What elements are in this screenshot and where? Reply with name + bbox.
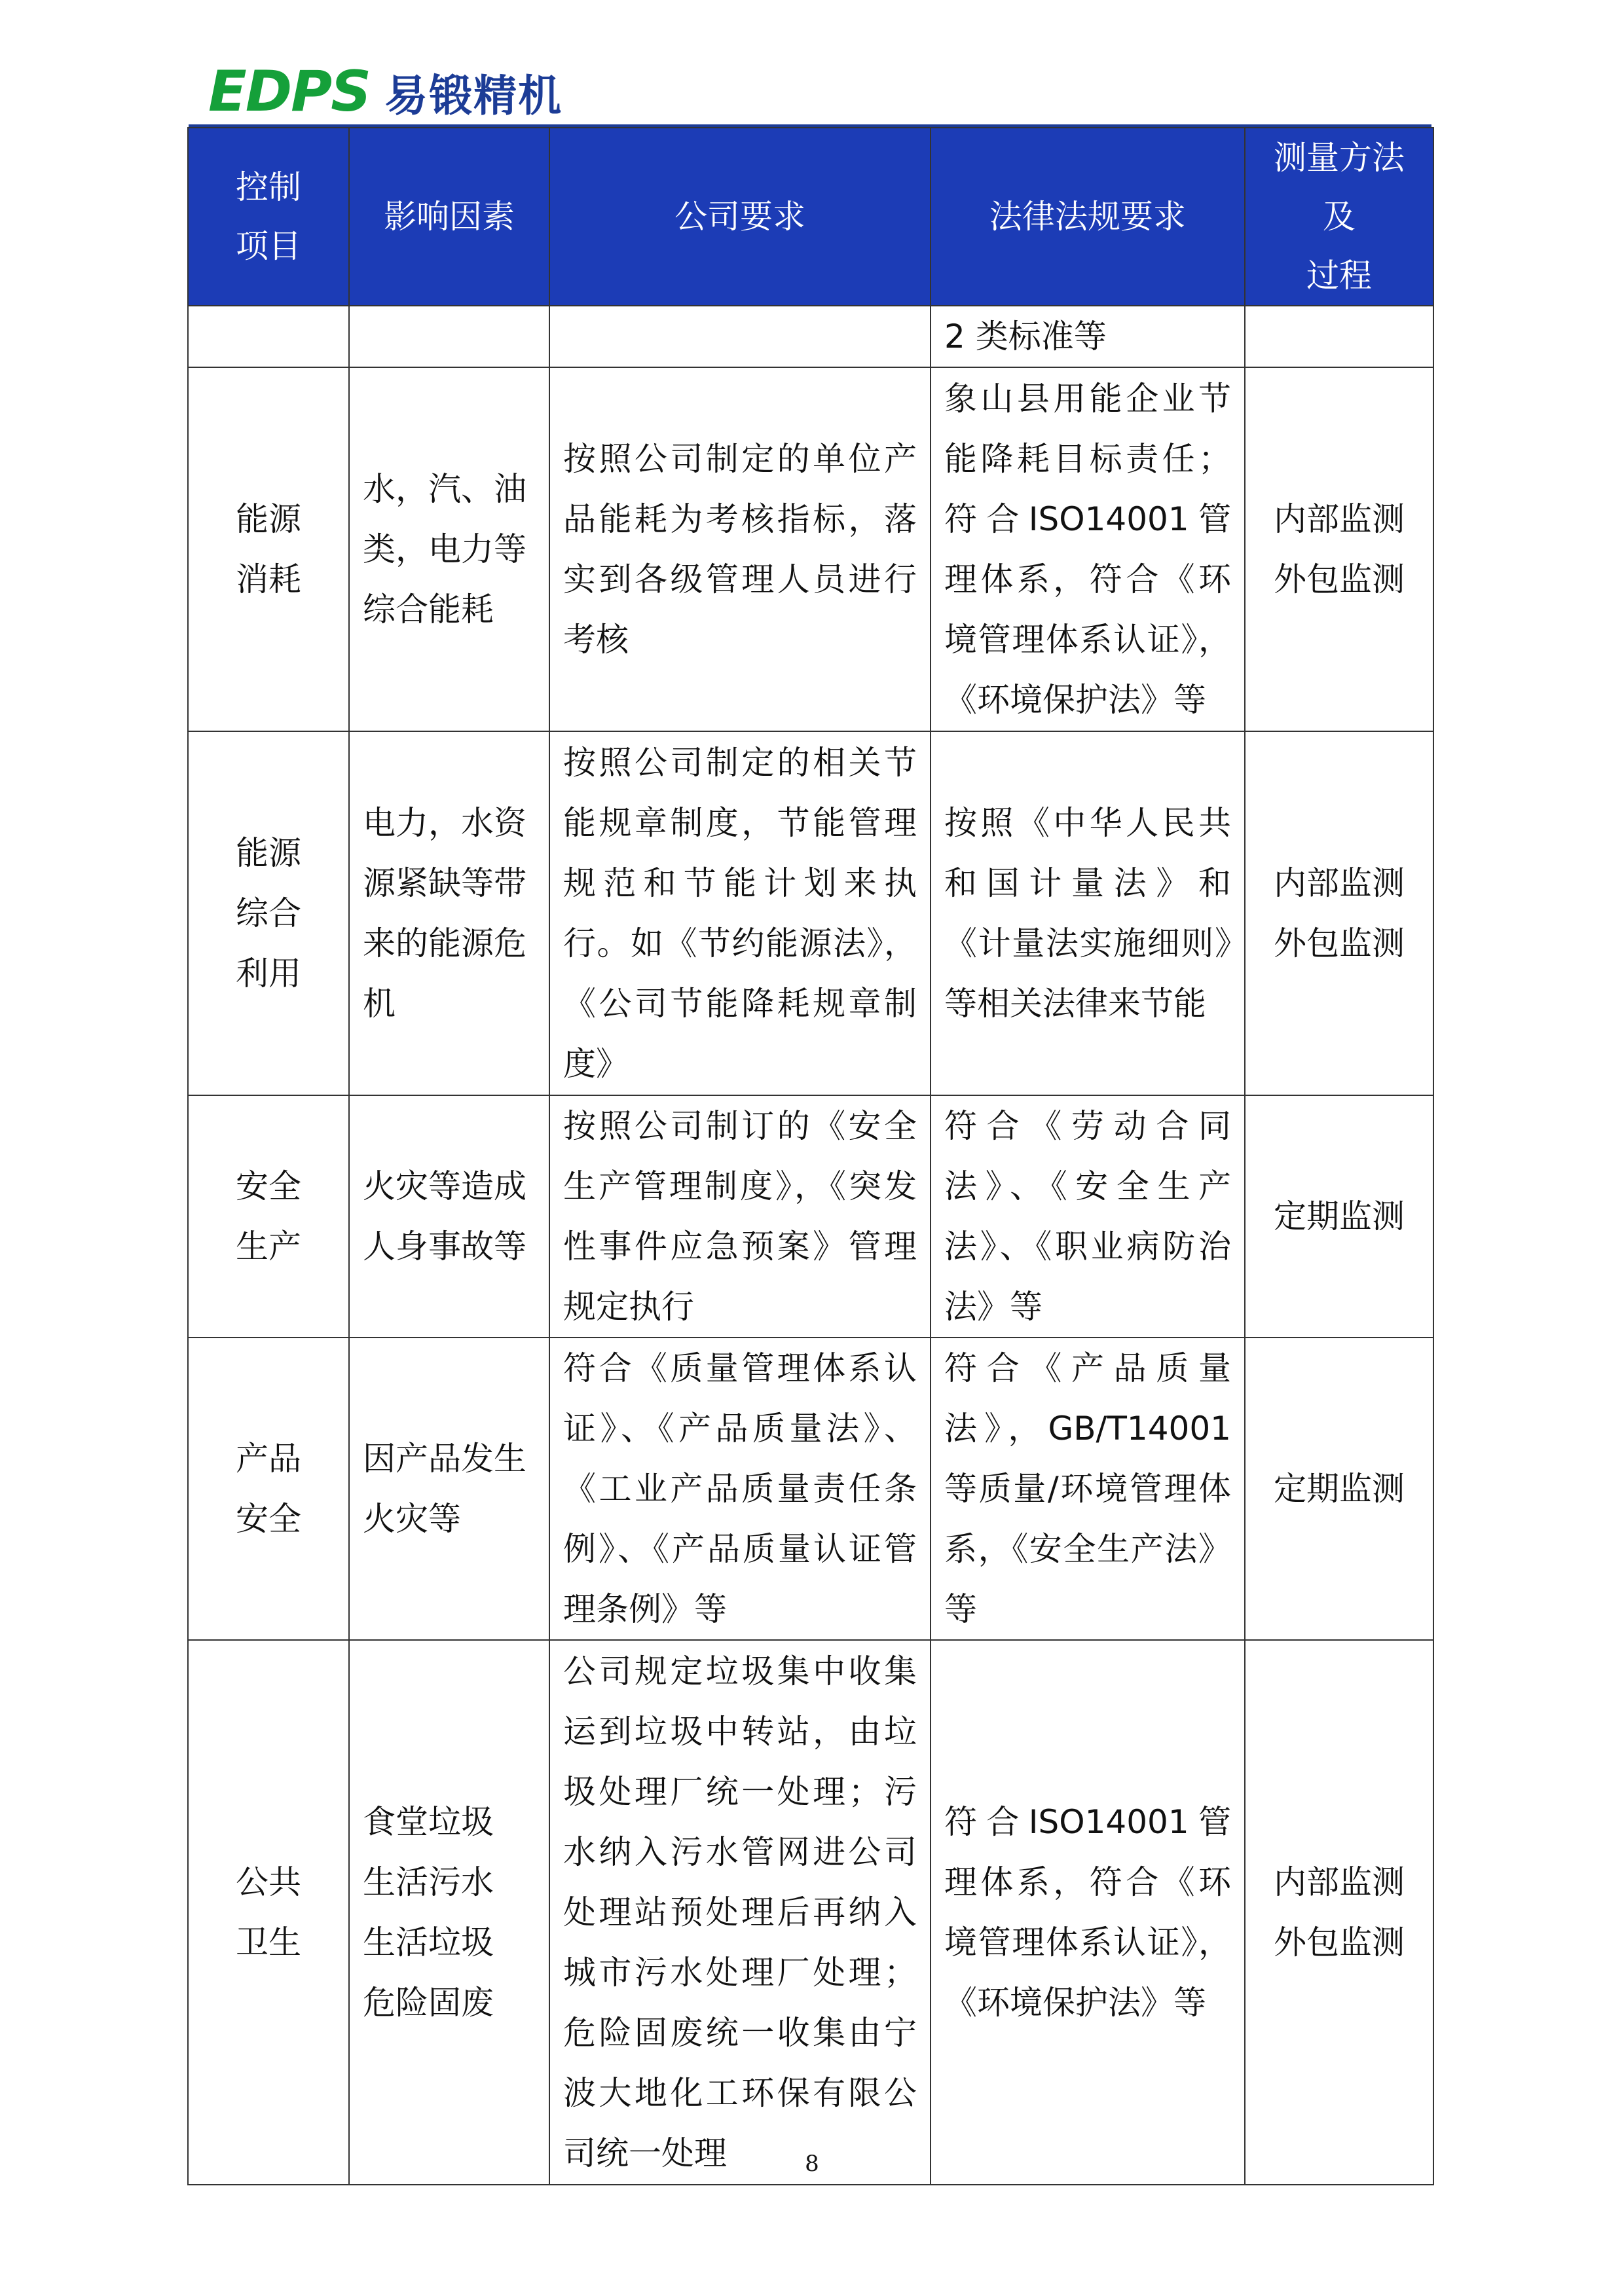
table-cell: 因产品发生火灾等 [349,1338,549,1640]
table-cell: 内部监测 外包监测 [1245,731,1433,1095]
table-cell: 象山县用能企业节能降耗目标责任；符合ISO14001管理体系，符合《环境管理体系认证》，《环境保护法》等 [931,367,1245,731]
column-header: 法律法规要求 [931,128,1245,306]
column-header: 影响因素 [349,128,549,306]
table-header-row [188,128,1433,306]
logo-latin: EDPS [208,59,371,124]
table-cell: 安全 生产 [188,1095,349,1338]
column-header: 测量方法及 过程 [1245,128,1433,306]
table-cell: 按照公司制定的相关节能规章制度，节能管理规范和节能计划来执行。如《节约能源法》，《公司节能降耗规章制度》 [549,731,931,1095]
table-cell: 能源 综合 利用 [188,731,349,1095]
control-table [187,127,1434,2185]
table-cell: 符合ISO14001管理体系，符合《环境管理体系认证》，《环境保护法》等 [931,1640,1245,2185]
table-cell: 按照公司制定的单位产品能耗为考核指标，落实到各级管理人员进行考核 [549,367,931,731]
table-row [188,1338,1433,1640]
column-header: 控制 项目 [188,128,349,306]
page-number: 8 [805,2151,819,2177]
table-cell: 内部监测 外包监测 [1245,367,1433,731]
logo-chinese-name: 易锻精机 [384,70,563,121]
table-cell [349,306,549,367]
table-cell [188,306,349,367]
table-cell: 按照公司制订的《安全生产管理制度》，《突发性事件应急预案》管理规定执行 [549,1095,931,1338]
table-row [188,1095,1433,1338]
table-cell [1245,306,1433,367]
table-cell: 2 类标准等 [931,306,1245,367]
table-cell: 火灾等造成人身事故等 [349,1095,549,1338]
table-cell: 食堂垃圾 生活污水 生活垃圾 危险固废 [349,1640,549,2185]
table-row [188,306,1433,367]
table-cell: 符合《劳动合同法》、《安全生产法》、《职业病防治法》等 [931,1095,1245,1338]
table-cell: 符合《质量管理体系认证》、《产品质量法》、《工业产品质量责任条例》、《产品质量认证管理条例》等 [549,1338,931,1640]
table-cell: 符合《产品质量法》，GB/T14001等质量/环境管理体系，《安全生产法》等 [931,1338,1245,1640]
table-cell: 定期监测 [1245,1338,1433,1640]
table-cell: 定期监测 [1245,1095,1433,1338]
table-cell: 内部监测 外包监测 [1245,1640,1433,2185]
table-cell: 电力，水资源紧缺等带来的能源危机 [349,731,549,1095]
table-cell: 按照《中华人民共和国计量法》和《计量法实施细则》等相关法律来节能 [931,731,1245,1095]
company-logo [208,59,563,124]
table-cell: 产品 安全 [188,1338,349,1640]
table-row [188,1640,1433,2185]
table-cell: 能源 消耗 [188,367,349,731]
table-cell [549,306,931,367]
table-cell: 水，汽、油类，电力等综合能耗 [349,367,549,731]
table-cell: 公共 卫生 [188,1640,349,2185]
column-header: 公司要求 [549,128,931,306]
table-row [188,367,1433,731]
table-row [188,731,1433,1095]
table-cell: 公司规定垃圾集中收集运到垃圾中转站，由垃圾处理厂统一处理；污水纳入污水管网进公司处理站预处理后再纳入城市污水处理厂处理；危险固废统一收集由宁波大地化工环保有限公司统一处理 [549,1640,931,2185]
